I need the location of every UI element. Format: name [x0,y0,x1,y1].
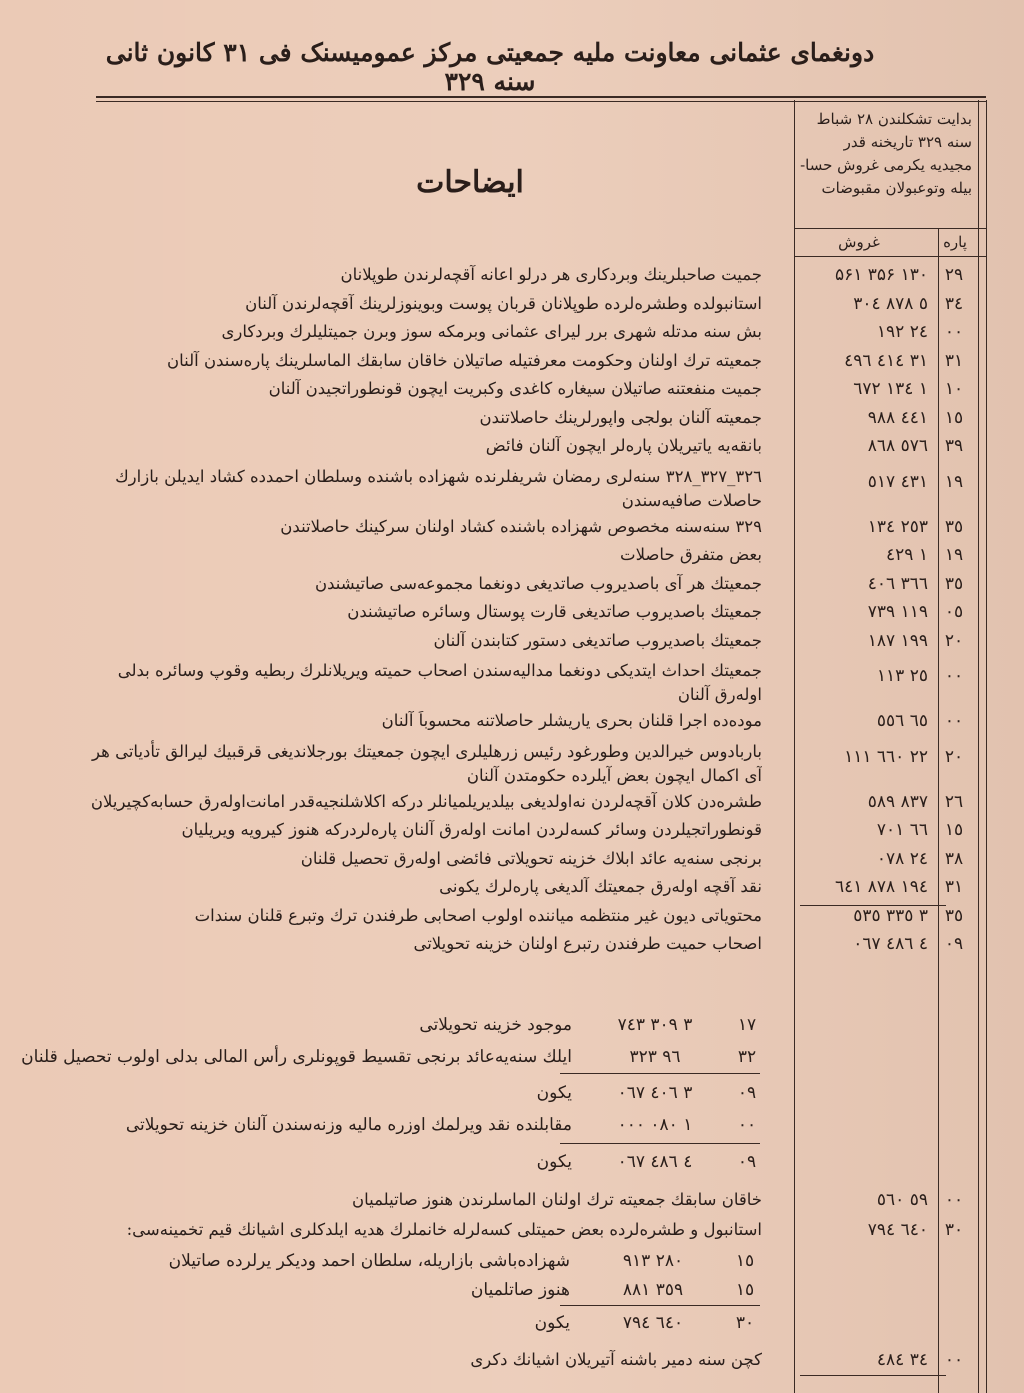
breakdown-amount: ۳٥۹ ۸۸۱ [622,1280,684,1300]
para-value: ۳٥ [944,573,964,594]
row-description: طشره‌دن کلان آقچه‌لردن نه‌اولدیغی بیلدیریلمیانلر درکه اکلاشلنجیه‌قدر امانت‌اوله‌رق حسابه‌کچیریلان [90,791,762,811]
ledger-row [0,405,1024,434]
para-value: ۰٥ [944,602,964,622]
kurus-value: ۸۳۷ ٥۸۹ [867,791,928,812]
kurus-value: ۱ ۱۳٤ ٦۷۲ [853,379,928,399]
para-value: ۲۰ [944,630,964,651]
kurus-value: ۲٥۳ ۱۳٤ [867,516,928,537]
ledger-row [0,262,1024,291]
breakdown-text: ایلك سنه‌یه‌عائد برنجی تقسیط قوپونلری رأس المالی بدلی اولوب تحصیل قلنان [21,1047,572,1067]
breakdown-line [21,1047,764,1067]
kurus-value: ۳۱ ٤۱٤ ٤۹٦ [844,350,928,371]
row-description: جمیت منفعتنه صاتیلان سیغاره کاغدی وکبریت ایچون قونطوراتجیدن آلنان [268,379,762,398]
kurus-value: ۳ ۳۳٥ ٥۳٥ [853,905,928,926]
header-rule [794,228,986,229]
para-value: ۱٥ [944,820,964,840]
ledger-row [0,291,1024,320]
row-description: خاقان سابقك جمعیته ترك اولنان الماسلرندن هنوز صاتیلمیان [351,1190,762,1209]
row-description: اصحاب حمیت طرفندن رتبرع اولنان خزینه تحویلاتی [413,934,762,953]
para-value: ۰۹ [944,934,964,954]
para-value: ۳٥ [944,516,964,537]
breakdown-para: ۱٥ [735,1280,755,1300]
ledger-row [0,1217,1024,1246]
breakdown-rule [560,1143,760,1144]
ledger-row [0,376,1024,405]
breakdown-rule [560,1073,760,1074]
breakdown-para: ۳۲ [737,1047,757,1067]
para-value: ۳۰ [944,1220,964,1240]
kurus-value: ٤ ٤۸٦ ۰٦۷ [853,934,928,954]
para-value: ۱٥ [944,407,964,428]
ledger-row [0,542,1024,571]
ledger-row [0,433,1024,462]
breakdown-para: ۰۹ [737,1083,757,1103]
breakdown-text: شهزاده‌باشی بازاریله، سلطان احمد ودیکر یرلرده صاتیلان [168,1251,570,1271]
ledger-row [0,514,1024,543]
ledger-row [0,1347,1024,1376]
row-description: جمعیتك باصدیروب صاتدیغی قارت پوستال وسائره صاتیشندن [347,602,762,621]
para-value: ۳۸ [944,848,964,869]
breakdown-amount: ۳ ۳۰۹ ۷٤۳ [617,1015,693,1035]
row-description: نقد آقچه اوله‌رق جمعیتك آلدیغی پاره‌لرك یکونی [439,877,762,896]
breakdown-line [169,1251,762,1271]
kurus-value: ۲٤ ۱۹۲ [876,322,928,342]
ledger-row [0,656,1024,708]
kurus-value: ٤٤۱ ۹۸۸ [867,407,928,428]
kurus-value: ۳٤ ٤۸٤ [876,1350,928,1370]
kurus-value: ٦٤۰ ۷۹٤ [867,1220,928,1240]
row-description: استانبولده وطشره‌لرده طوپلانان قربان پوست وبوینوزلرینك آقچه‌لرندن آلنان [245,293,762,313]
ledger-row [0,571,1024,600]
row-description: باربادوس خیرالدین وطورغود رئیس زرهلیلری ایچون جمعیتك بورجلاندیغی قرقبیك لیرالق تأدیاتی هر آی اکمال ایچون بعض آیلرده حکومتدن آلنان [92,741,762,785]
ledger-row [0,462,1024,514]
row-description: جمعیته ترك اولنان وحکومت معرفتیله صاتیلان خاقان سابقك الماسلرینك پاره‌سندن آلنان [167,350,762,370]
breakdown-para: ۱۷ [737,1015,757,1035]
row-description: جمعیتك احداث ایتدیکی دونغما مدالیه‌سندن اصحاب حمیته ویریلانلرك ربطیه وقوپ وسائره بدلی اوله‌رق آلنان [117,661,762,704]
ledger-row [0,599,1024,628]
kurus-value: ۱۹۹ ۱۸۷ [867,630,928,651]
ledger-row [0,789,1024,818]
unit-rule [794,256,986,257]
row-description: جمعیتك هر آی باصدیروب صاتدیغی دونغما مجموعه‌سی صاتیشندن [314,573,762,593]
breakdown-para: ۱٥ [735,1251,755,1271]
para-value: ۲۹ [944,265,964,285]
row-description: قونطوراتجیلردن وسائر کسه‌لردن امانت اوله‌رق آلنان پاره‌لردرکه هنوز کیرویه ویریلیان [181,820,762,839]
total-rule [800,1375,946,1376]
breakdown-amount: ٦٤۰ ۷۹٤ [622,1313,684,1333]
kurus-value: ٥ ۸۷۸ ۳۰٤ [853,293,928,314]
breakdown-amount: ۹٦ ۳۲۳ [629,1047,681,1067]
ledger-row [0,628,1024,657]
row-description: استانبول و طشره‌لرده بعض حمیتلی کسه‌لرله خانملرك هدیه ایلدکلری اشیانك قیم تخمینه‌سی: [126,1220,762,1239]
kurus-value: ۲٥ ۱۱۳ [876,666,928,686]
breakdown-para: ۰۰ [737,1115,757,1135]
breakdown-text: یکون [536,1083,572,1103]
breakdown-line [537,1152,764,1172]
para-value: ۳۹ [944,436,964,456]
breakdown-text: یکون [534,1313,570,1333]
para-value: ۰۰ [944,711,964,731]
breakdown-para: ۰۹ [737,1152,757,1172]
column-header-line: سنه ۳۲۹ تاریخنه قدر [843,133,972,151]
kurus-value: ٥۷٦ ۸٦۸ [867,436,928,456]
kurus-value: ۳٦٦ ٤۰٦ [867,573,928,594]
row-description: جمیت صاحبلرینك وبردکاری هر درلو اعانه آقچه‌لرندن طوپلانان [340,265,762,284]
breakdown-amount: ٤ ٤۸٦ ۰٦۷ [617,1152,693,1172]
ledger-row [0,737,1024,789]
row-description: بعض متفرق حاصلات [620,545,762,564]
para-value: ۲۰ [944,746,964,767]
para-value: ۰۰ [944,1190,964,1210]
breakdown-text: هنوز صاتلمیان [470,1280,570,1300]
total-rule [800,905,946,906]
breakdown-amount: ۱ ۰۸۰ ۰۰۰ [617,1115,693,1135]
breakdown-para: ۳۰ [735,1313,755,1333]
para-value: ۱۹ [944,545,964,565]
para-value: ۳٥ [944,905,964,926]
row-description: جمعیتك باصدیروب صاتدیغی دستور کتابندن آلنان [433,630,762,650]
remarks-heading: ایضاحات [416,165,524,200]
kurus-value: ۱ ٤۲۹ [886,545,928,565]
para-value: ۱۰ [944,379,964,399]
breakdown-text: موجود خزینه تحویلاتی [419,1015,572,1035]
row-description: موده‌ده اجرا قلنان بحری یاریشلر حاصلاتنه محسوباً آلنان [381,711,762,730]
kurus-value: ۲۲ ٦٦۰ ۱۱۱ [844,746,928,767]
breakdown-line [535,1313,762,1333]
kurus-value: ۱۱۹ ۷۳۹ [867,602,928,622]
ledger-row [0,874,1024,903]
row-description: جمعیته آلنان بولجی واپورلرینك حاصلاتندن [479,407,762,427]
kurus-value: ۱۹٤ ۸۷۸ ٦٤۱ [834,877,928,897]
row-description: محتویاتی دیون غیر منتظمه میاننده اولوب اصحابی طرفندن ترك وتبرع قلنان سندات [194,905,762,925]
ledger-row [0,708,1024,737]
breakdown-line [471,1280,762,1300]
row-description: بش سنه مدتله شهری برر لیرای عثمانی وبرمکه سوز وبرن جمیتلیلرك وبردکاری [221,322,762,341]
ledger-row [0,903,1024,932]
para-value: ۱۹ [944,471,964,492]
kurus-value: ۲٤ ۰۷۸ [876,848,928,869]
breakdown-text: مقابلنده نقد ویرلمك اوزره‌ مالیه وزنه‌سندن آلنان خزینه تحویلاتی [125,1115,572,1135]
title-rule [96,96,986,98]
para-value: ۰۰ [944,1350,964,1370]
page-title: دونغمای عثمانی معاونت ملیه جمعیتی مرکز عمومیسنک فی ۳۱ کانون ثانی سنه ۳۲۹ [105,38,875,96]
breakdown-line [419,1015,764,1035]
kurus-value: ٤۳۱ ٥۱۷ [867,471,928,492]
para-value: ۳۱ [944,350,964,371]
unit-kurus: غروش [838,233,880,251]
kurus-value: ٦٦ ۷۰۱ [876,820,928,840]
para-value: ۰۰ [944,666,964,686]
ledger-row [0,846,1024,875]
column-header-line: بدایت تشکلندن ۲۸ شباط [816,110,972,128]
column-header-line: بیله وتوعبولان مقبوضات [821,179,972,197]
row-description: ۳۲۹ سنه‌سنه مخصوص شهزاده باشنده کشاد اولنان سرکینك حاصلاتندن [280,516,762,536]
row-description: برنجی سنه‌یه عائد ابلاك خزینه تحویلاتی فائضی اوله‌رق تحصیل قلنان [300,848,762,868]
kurus-value: ٥۹ ٥٦۰ [876,1190,928,1210]
ledger-row [0,931,1024,960]
ledger-row [0,1187,1024,1216]
breakdown-rule [560,1305,760,1306]
para-value: ۰۰ [944,322,964,342]
breakdown-text: یکون [536,1152,572,1172]
breakdown-line [126,1115,764,1135]
breakdown-line [537,1083,764,1103]
unit-para: پاره [943,233,967,251]
breakdown-amount: ۳ ٤۰٦ ۰٦۷ [617,1083,693,1103]
column-header-line: مجیدیه یکرمی غروش حسا- [800,156,972,174]
ledger-row [0,319,1024,348]
para-value: ۳۱ [944,877,964,897]
row-description: بانقه‌یه یاتیریلان پاره‌لر ایچون آلنان فائض [485,436,762,455]
breakdown-amount: ۲۸۰ ۹۱۳ [622,1251,684,1271]
para-value: ۳٤ [944,293,964,314]
ledger-row [0,348,1024,377]
para-value: ۲٦ [944,791,964,812]
row-description: کچن سنه دمیر باشنه آتیریلان اشیانك دکری [470,1350,762,1369]
title-rule-thin [96,101,986,102]
kurus-value: ۱۳۰ ۳۵۶ ۵۶۱ [834,265,928,285]
kurus-value: ٦٥ ٥٥٦ [876,711,928,731]
ledger-row [0,817,1024,846]
column-header [802,108,972,200]
row-description: ۳۲٦_۳۲۷_۳۲۸ سنه‌لری رمضان شریفلرنده شهزاده باشنده وسلطان احمدده کشاد ایدیلن بازارك حاصلات صافیه‌سندن [115,466,762,510]
